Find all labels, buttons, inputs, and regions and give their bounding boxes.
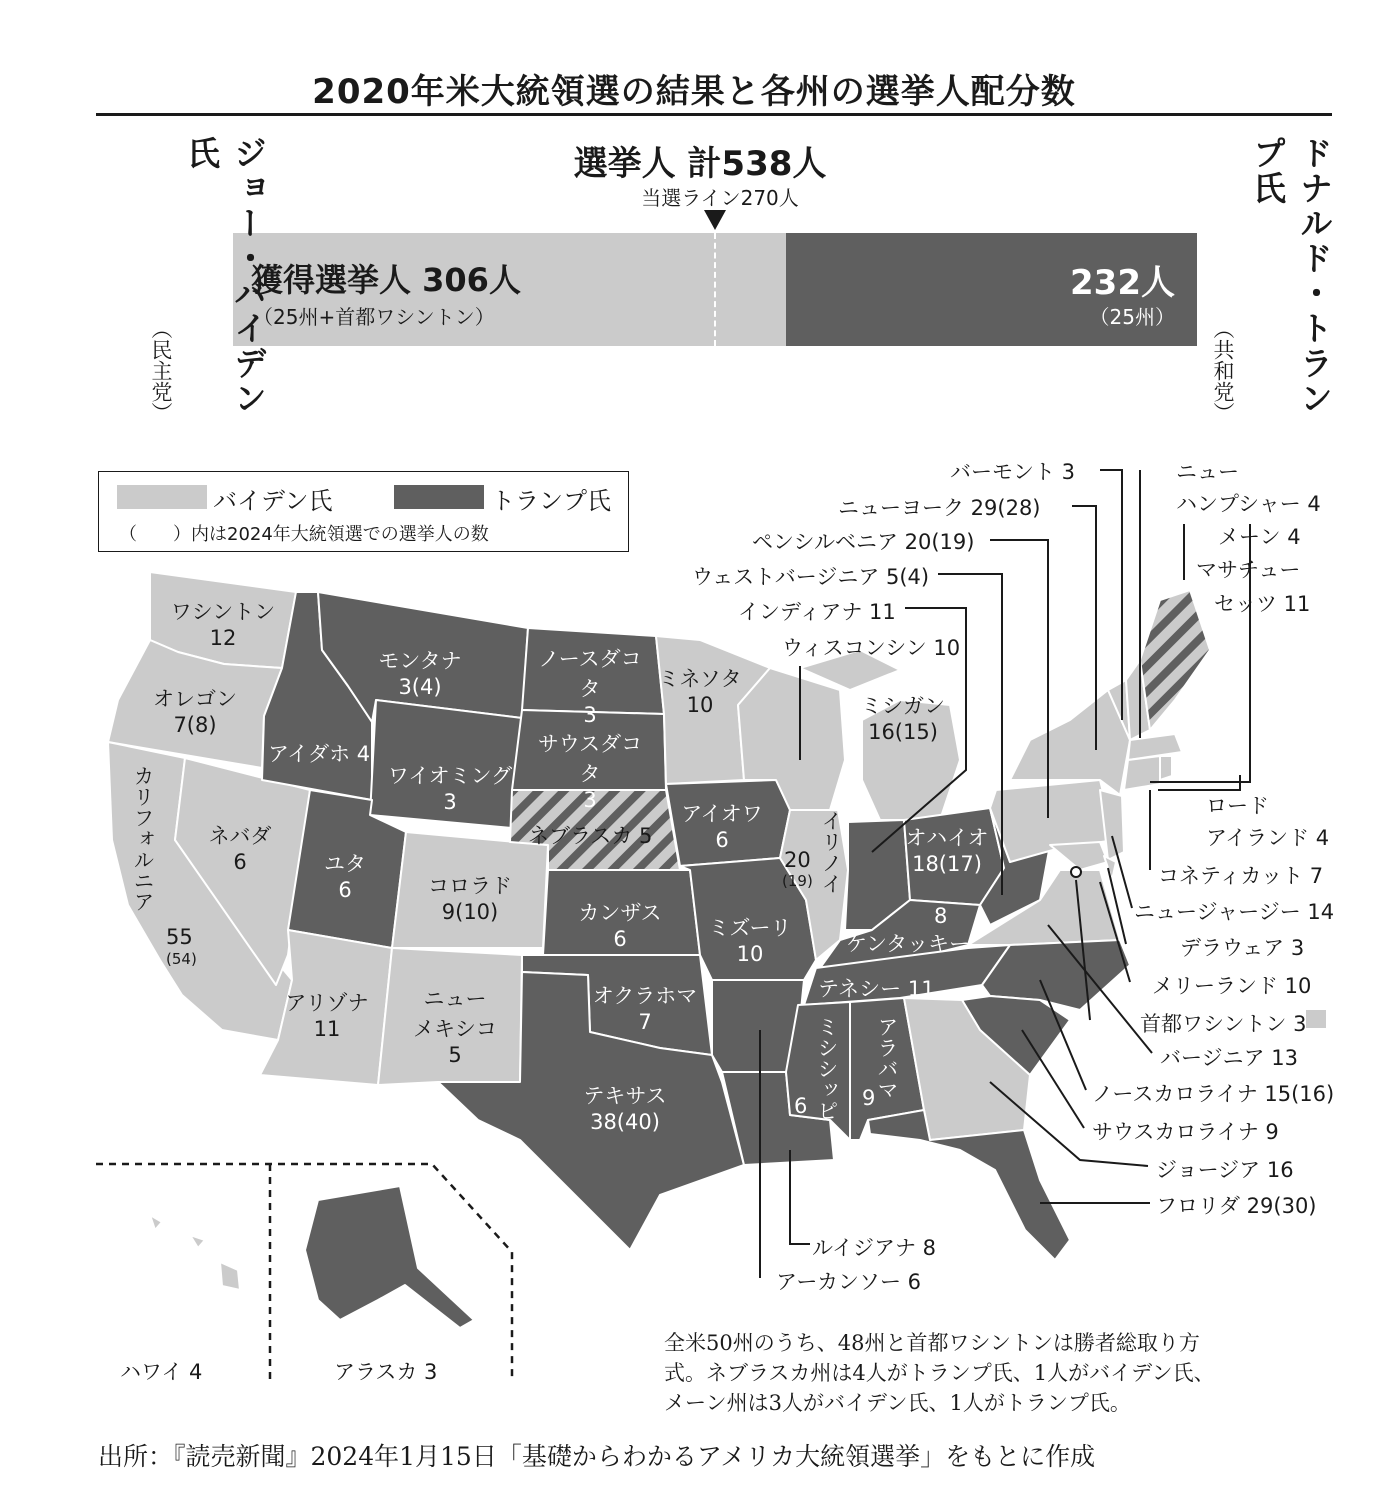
footnote-line: 全米50州のうち、48州と首都ワシントンは勝者総取り方 [664, 1331, 1200, 1355]
callout-new-hampshire-2: ハンプシャー 4 [1176, 492, 1321, 516]
label-kentucky-votes: 8 [934, 904, 948, 928]
callout-north-carolina: ノースカロライナ 15(16) [1092, 1082, 1335, 1106]
label-kansas: カンザス 6 [578, 901, 662, 951]
label-arizona: アリゾナ 11 [285, 991, 369, 1041]
label-south-dakota: サウスダコタ 3 [537, 732, 643, 812]
callout-dc: 首都ワシントン 3 [1140, 1012, 1307, 1036]
state-new-york [1010, 690, 1130, 795]
label-idaho: アイダホ 4 [268, 742, 371, 766]
callout-massachusetts-2: セッツ 11 [1214, 592, 1311, 616]
label-hawaii: ハワイ 4 [120, 1360, 203, 1384]
callout-new-hampshire-1: ニュー [1176, 460, 1239, 484]
bar-biden-label: 獲得選挙人 306人 [251, 261, 521, 299]
label-california-votes: 55 [166, 925, 193, 949]
label-california-votes2024: (54) [166, 950, 197, 968]
label-tennessee: テネシー 11 [818, 977, 935, 1001]
state-rhode-island [1160, 756, 1172, 780]
label-illinois-votes2024: (19) [782, 872, 813, 890]
label-california: カリフォルニア [131, 765, 155, 912]
footnote-line: メーン州は3人がバイデン氏、1人がトランプ氏。 [664, 1391, 1131, 1415]
label-alaska: アラスカ 3 [334, 1360, 438, 1384]
label-oregon: オレゴン 7(8) [153, 687, 237, 737]
page-title: 2020年米大統領選の結果と各州の選挙人配分数 [312, 72, 1076, 112]
label-washington: ワシントン 12 [170, 600, 276, 650]
trump-party: （共和党） [1211, 318, 1235, 423]
label-illinois: イリノイ [819, 810, 843, 894]
alaska-shape [305, 1186, 474, 1328]
label-new-mexico: ニュー メキシコ 5 [413, 987, 497, 1067]
label-michigan: ミシガン 16(15) [861, 694, 945, 744]
callout-west-virginia: ウェストバージニア 5(4) [692, 565, 930, 589]
callout-pennsylvania: ペンシルベニア 20(19) [752, 530, 975, 554]
footnote [664, 1328, 1334, 1418]
win-line-label: 当選ライン270人 [641, 186, 799, 210]
state-connecticut [1124, 756, 1160, 790]
legend-trump-label: トランプ氏 [491, 487, 611, 515]
state-maryland [1050, 842, 1108, 870]
biden-name: ジョー・バイデン氏 [182, 136, 268, 416]
label-kentucky: ケンタッキー [846, 932, 971, 956]
label-utah: ユタ 6 [324, 852, 366, 902]
callout-georgia: ジョージア 16 [1156, 1158, 1294, 1182]
label-missouri: ミズーリ 10 [708, 916, 792, 966]
label-iowa: アイオワ 6 [681, 802, 763, 852]
footnote-line: 式。ネブラスカ州は4人がトランプ氏、1人がバイデン氏、 [664, 1361, 1215, 1385]
label-oklahoma: オクラホマ 7 [592, 984, 698, 1034]
callout-delaware: デラウェア 3 [1180, 936, 1305, 960]
label-north-dakota: ノースダコタ 3 [538, 647, 642, 727]
total-electors: 選挙人 計538人 [573, 144, 827, 184]
label-colorado: コロラド 9(10) [428, 874, 512, 924]
hawaii-shape [150, 1215, 240, 1290]
legend-note: （ ）内は2024年大統領選での選挙人の数 [119, 524, 489, 545]
callout-south-carolina: サウスカロライナ 9 [1092, 1120, 1279, 1144]
legend-biden-label: バイデン氏 [213, 487, 333, 515]
label-mississippi: ミシシッピ [815, 1016, 839, 1121]
bar-trump-sub: （25州） [1089, 305, 1175, 329]
label-ohio: オハイオ 18(17) [905, 826, 989, 876]
label-montana: モンタナ 3(4) [378, 649, 462, 699]
callout-new-jersey: ニュージャージー 14 [1134, 900, 1335, 924]
label-wyoming: ワイオミング 3 [387, 764, 513, 814]
label-alabama-votes: 9 [862, 1086, 876, 1110]
callout-new-york: ニューヨーク 29(28) [838, 496, 1041, 520]
trump-name: ドナルド・トランプ氏 [1248, 136, 1334, 416]
callout-maryland: メリーランド 10 [1152, 974, 1312, 998]
label-nevada: ネバダ 6 [208, 824, 272, 874]
callout-massachusetts-1: マサチュー [1196, 558, 1301, 582]
callout-louisiana: ルイジアナ 8 [812, 1236, 936, 1260]
bar-trump-label: 232人 [1070, 263, 1175, 303]
callout-indiana: インディアナ 11 [738, 600, 896, 624]
callout-arkansas: アーカンソー 6 [776, 1270, 921, 1294]
source-credit: 出所：『読売新聞』2024年1月15日「基礎からわかるアメリカ大統領選挙」をもとに作成 [98, 1442, 1096, 1471]
state-maine [1140, 590, 1210, 730]
callout-vermont: バーモント 3 [950, 460, 1076, 484]
label-mississippi-votes: 6 [794, 1094, 808, 1118]
callout-rhode-island-2: アイランド 4 [1206, 826, 1330, 850]
label-nebraska: ネブラスカ 5 [528, 824, 653, 848]
label-minnesota: ミネソタ 10 [658, 667, 742, 717]
callout-connecticut: コネティカット 7 [1158, 864, 1324, 888]
callout-maine: メーン 4 [1218, 525, 1301, 549]
callout-virginia: バージニア 13 [1160, 1046, 1298, 1070]
label-texas: テキサス 38(40) [583, 1084, 667, 1134]
biden-party: （民主党） [149, 318, 173, 423]
callout-rhode-island-1: ロード [1206, 794, 1269, 818]
label-illinois-votes: 20 [784, 848, 811, 872]
callout-wisconsin: ウィスコンシン 10 [782, 636, 961, 660]
bar-biden-sub: （25州+首都ワシントン） [253, 305, 495, 329]
callout-florida: フロリダ 29(30) [1156, 1194, 1317, 1218]
label-alabama: アラバマ [875, 1016, 899, 1100]
